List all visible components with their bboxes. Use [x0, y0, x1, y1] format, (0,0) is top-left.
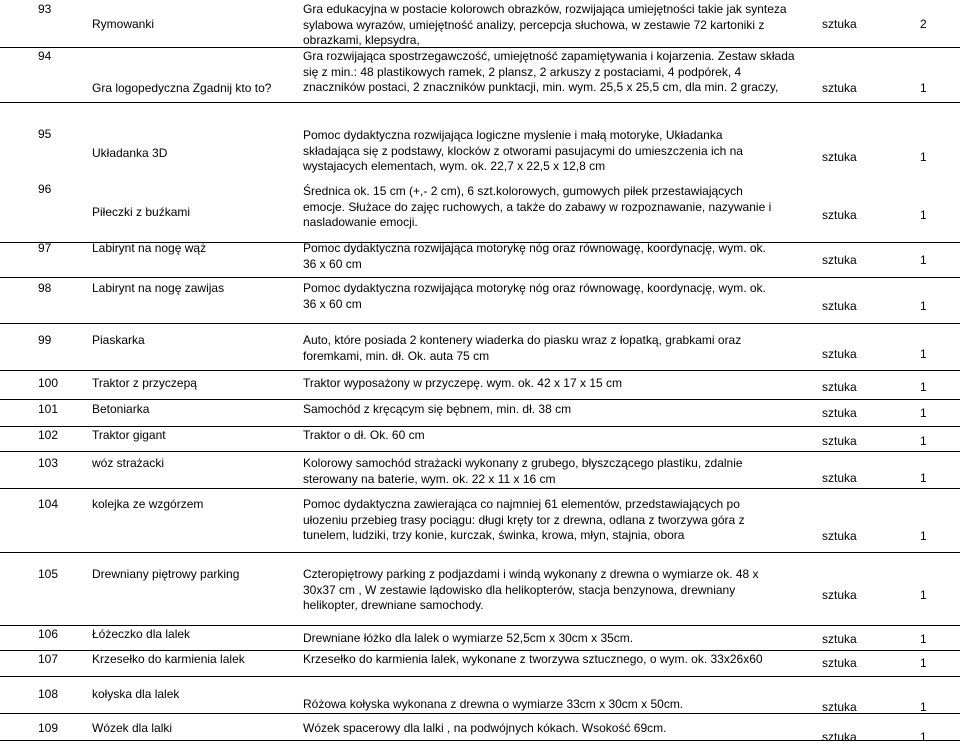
row-number: 104: [38, 497, 59, 511]
quantity: 2: [920, 17, 927, 31]
row-border: [0, 552, 960, 553]
unit-label: sztuka: [822, 700, 857, 714]
unit-label: sztuka: [822, 299, 857, 313]
unit-label: sztuka: [822, 208, 857, 222]
quantity: 1: [920, 81, 927, 95]
item-description: Samochód z kręcącym się bębnem, min. dł. 38 cm: [303, 402, 572, 416]
item-description: Wózek spacerowy dla lalki , na podwójnych kókach. Wsokość 69cm.: [303, 721, 667, 735]
quantity: 1: [920, 656, 927, 670]
row-number: 106: [38, 627, 59, 641]
quantity: 1: [920, 253, 927, 267]
unit-label: sztuka: [822, 471, 857, 485]
item-name: Rymowanki: [92, 17, 155, 31]
item-name: Układanka 3D: [92, 146, 168, 160]
row-border: [0, 676, 960, 677]
item-description: Kolorowy samochód strażacki wykonany z grubego, błyszczącego plastiku, zdalnie sterowany na baterie, wym. ok. 22 x 11 x 16 cm: [303, 456, 743, 486]
quantity: 1: [920, 406, 927, 420]
unit-label: sztuka: [822, 380, 857, 394]
row-border: [0, 451, 960, 452]
row-border: [0, 102, 960, 103]
row-number: 99: [38, 333, 52, 347]
unit-label: sztuka: [822, 730, 857, 744]
unit-label: sztuka: [822, 253, 857, 267]
item-name: kołyska dla lalek: [92, 687, 180, 701]
item-name: Piaskarka: [92, 333, 145, 347]
row-number: 93: [38, 2, 52, 16]
item-description: Traktor wyposażony w przyczepę. wym. ok. 42 x 17 x 15 cm: [303, 376, 623, 390]
item-description: Różowa kołyska wykonana z drewna o wymiarze 33cm x 30cm x 50cm.: [303, 697, 684, 711]
row-border: [0, 713, 960, 714]
quantity: 1: [920, 730, 927, 744]
unit-label: sztuka: [822, 150, 857, 164]
item-description: Pomoc dydaktyczna zawierająca co najmniej 61 elementów, przedstawiających po ułozeniu przebieg trasy pociągu: długi kręty tor z drewna, odlana z tworzywa góra z tunelem, ludziki, trzy konie, kurczak, świnka, krowa, młyn, stajnia, obora: [303, 497, 745, 542]
item-name: Labirynt na nogę wąż: [92, 241, 207, 255]
row-border: [0, 426, 960, 427]
item-description: Gra rozwijająca spostrzegawczość, umiejętność zapamiętywania i kojarzenia. Zestaw składa się z min.: 48 plastikowych ramek, 2 plansz, 2 arkuszy z postaciami, 4 podpórek, 4 znaczników postaci, 2 znaczników punktacji, min. wym. 25,5 x 25,5 cm, dla min. 2 graczy,: [303, 49, 795, 94]
row-number: 97: [38, 241, 52, 255]
unit-label: sztuka: [822, 632, 857, 646]
quantity: 1: [920, 347, 927, 361]
row-number: 109: [38, 721, 59, 735]
row-number: 103: [38, 456, 59, 470]
unit-label: sztuka: [822, 347, 857, 361]
quantity: 1: [920, 208, 927, 222]
row-border: [0, 323, 960, 324]
quantity: 1: [920, 632, 927, 646]
item-name: Piłeczki z buźkami: [92, 205, 191, 219]
unit-label: sztuka: [822, 406, 857, 420]
item-description: Auto, które posiada 2 kontenery wiaderka do piasku wraz z łopatką, grabkami oraz foremkami, min. dł. Ok. auta 75 cm: [303, 333, 742, 363]
quantity: 1: [920, 471, 927, 485]
item-name: Wózek dla lalki: [92, 721, 173, 735]
item-name: Traktor gigant: [92, 428, 166, 442]
row-number: 101: [38, 402, 59, 416]
quantity: 1: [920, 434, 927, 448]
row-number: 94: [38, 49, 52, 63]
quantity: 1: [920, 380, 927, 394]
row-border: [0, 625, 960, 626]
unit-label: sztuka: [822, 81, 857, 95]
item-name: Drewniany piętrowy parking: [92, 567, 240, 581]
unit-label: sztuka: [822, 529, 857, 543]
item-name: Traktor z przyczepą: [92, 376, 197, 390]
item-description: Pomoc dydaktyczna rozwijająca logiczne myslenie i małą motoryke, Układanka składająca się z podstawy, klocków z otworami pasujacymi do umieszczenia ich na wystajacych elementach, wym. ok. 22,7 x 22,5 x 12,8 cm: [303, 128, 743, 173]
unit-label: sztuka: [822, 17, 857, 31]
row-border: [0, 277, 960, 278]
unit-label: sztuka: [822, 588, 857, 602]
item-name: kolejka ze wzgórzem: [92, 497, 204, 511]
unit-label: sztuka: [822, 656, 857, 670]
item-name: Łóżeczko dla lalek: [92, 627, 191, 641]
item-description: Czteropiętrowy parking z podjazdami i windą wykonany z drewna o wymiarze ok. 48 x 30x37 cm , W zestawie lądowisko dla helikopterów, stacja benzynowa, drewniany helikopter, drewniane samochody.: [303, 567, 759, 612]
item-name: Krzesełko do karmienia lalek: [92, 652, 245, 666]
item-name: Labirynt na nogę zawijas: [92, 281, 225, 295]
item-name: Betoniarka: [92, 402, 150, 416]
item-description: Gra edukacyjna w postacie kolorowch obrazków, rozwijająca umiejętności takie jak synteza sylabowa wyrazów, umiejętność analizy, percepcja słuchowa, w zestawie 72 kartoniki z obrazkami, klepsydra,: [303, 2, 787, 47]
row-number: 102: [38, 428, 59, 442]
quantity: 1: [920, 588, 927, 602]
item-name: Gra logopedyczna Zgadnij kto to?: [92, 81, 272, 95]
quantity: 1: [920, 700, 927, 714]
quantity: 1: [920, 150, 927, 164]
item-description: Pomoc dydaktyczna rozwijająca motorykę nóg oraz równowagę, koordynację, wym. ok. 36 x 60 cm: [303, 241, 766, 271]
row-number: 95: [38, 127, 52, 141]
unit-label: sztuka: [822, 434, 857, 448]
row-number: 108: [38, 687, 59, 701]
item-description: Średnica ok. 15 cm (+,- 2 cm), 6 szt.kolorowych, gumowych piłek przestawiających emocje. Służace do zajęc ruchowych, a także do zabawy w rozpoznawanie, nazywanie i nasladowanie emocji.: [303, 184, 772, 229]
row-number: 105: [38, 567, 59, 581]
row-border: [0, 370, 960, 371]
row-number: 107: [38, 652, 59, 666]
item-description: Krzesełko do karmienia lalek, wykonane z tworzywa sztucznego, o wym. ok. 33x26x60: [303, 652, 763, 666]
row-border: [0, 488, 960, 489]
row-border: [0, 399, 960, 400]
item-description: Drewniane łóżko dla lalek o wymiarze 52,5cm x 30cm x 35cm.: [303, 631, 634, 645]
row-number: 100: [38, 376, 59, 390]
item-name: wóz strażacki: [92, 456, 165, 470]
quantity: 1: [920, 299, 927, 313]
row-number: 98: [38, 281, 52, 295]
item-description: Traktor o dł. Ok. 60 cm: [303, 428, 425, 442]
row-border: [0, 740, 960, 741]
item-description: Pomoc dydaktyczna rozwijająca motorykę nóg oraz równowagę, koordynację, wym. ok. 36 x 60 cm: [303, 281, 766, 311]
row-border: [0, 650, 960, 651]
quantity: 1: [920, 529, 927, 543]
row-number: 96: [38, 182, 52, 196]
